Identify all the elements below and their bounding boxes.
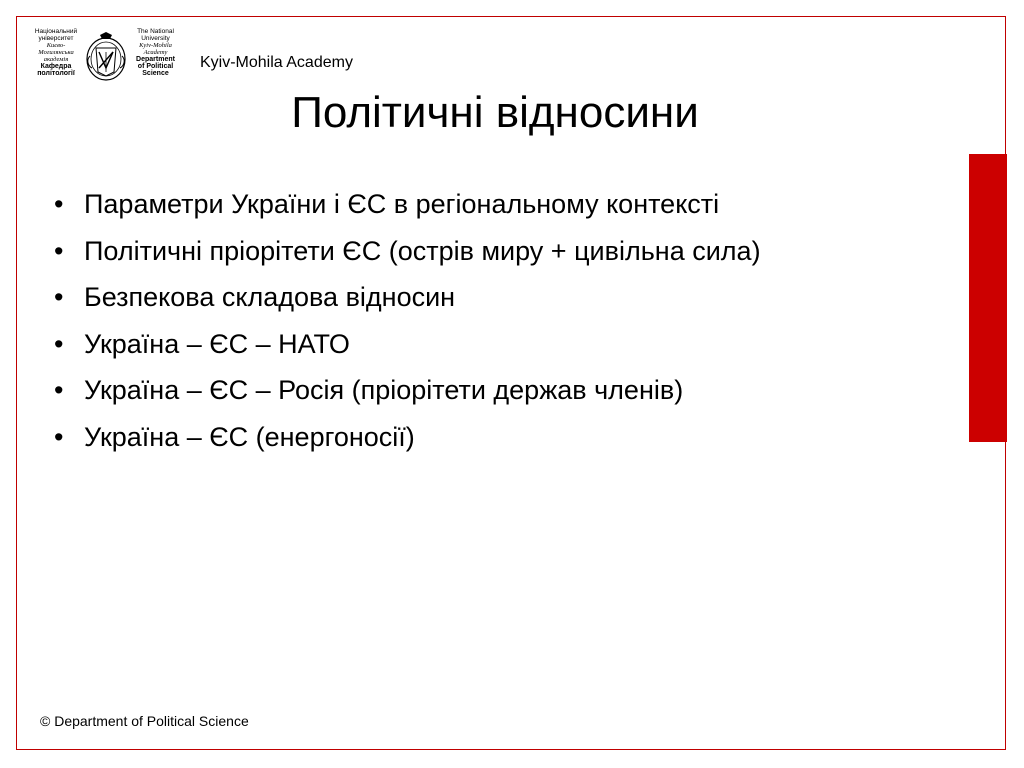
logo-ua-line: академія xyxy=(43,56,69,63)
logo-en-line: University xyxy=(141,35,170,42)
bullet-text: Україна – ЄС – Росія (пріорітети держав членів) xyxy=(84,375,684,405)
bullet-dot-icon: • xyxy=(54,328,64,359)
bullet-text: Політичні пріорітети ЄС (острів миру + цивільна сила) xyxy=(84,235,761,266)
bullet-dot-icon: • xyxy=(54,235,64,266)
bullet-text: Україна – ЄС – НАТО xyxy=(84,328,350,359)
logo-ua-line: Національний xyxy=(34,28,78,35)
logo-ua-dept-line: політології xyxy=(37,70,75,77)
bullet-dot-icon: • xyxy=(54,421,64,452)
logo-ua-text xyxy=(28,28,84,77)
logo-en-text xyxy=(129,28,182,77)
logo-en-dept-line: Science xyxy=(142,70,169,77)
logo-en-line: Academy xyxy=(143,49,168,56)
bullet-item xyxy=(46,374,761,406)
bullet-item xyxy=(46,281,761,313)
logo-ua-line: університет xyxy=(38,35,74,42)
logo-en-dept-line: of Political xyxy=(137,63,174,70)
logo-ua-line: Києво- xyxy=(46,42,66,49)
university-seal-icon xyxy=(84,32,128,82)
logo-ua-line: Могилянська xyxy=(38,49,74,56)
bullet-item xyxy=(46,421,761,453)
bullet-dot-icon: • xyxy=(54,375,64,405)
university-logo xyxy=(28,28,182,84)
logo-en-line: The National xyxy=(137,28,174,35)
logo-en-line: Kyiv-Mohila xyxy=(139,42,172,49)
bullet-list xyxy=(46,188,761,467)
slide-title: Політичні відносини xyxy=(291,88,699,137)
logo-en-dept-line: Department xyxy=(136,56,175,63)
bullet-item xyxy=(46,328,761,360)
academy-label: Kyiv-Mohila Academy xyxy=(200,54,353,71)
bullet-text: Безпекова складова відносин xyxy=(84,282,456,312)
accent-bar xyxy=(969,154,1007,442)
bullet-text: Параметри України і ЄС в регіональному контексті xyxy=(84,189,720,219)
logo-ua-dept-line: Кафедра xyxy=(40,63,72,70)
bullet-dot-icon: • xyxy=(54,282,64,312)
bullet-item xyxy=(46,188,761,220)
bullet-dot-icon: • xyxy=(54,189,64,219)
footer-copyright: © Department of Political Science xyxy=(40,713,249,729)
bullet-item xyxy=(46,235,761,267)
bullet-text: Україна – ЄС (енергоносії) xyxy=(84,421,415,452)
